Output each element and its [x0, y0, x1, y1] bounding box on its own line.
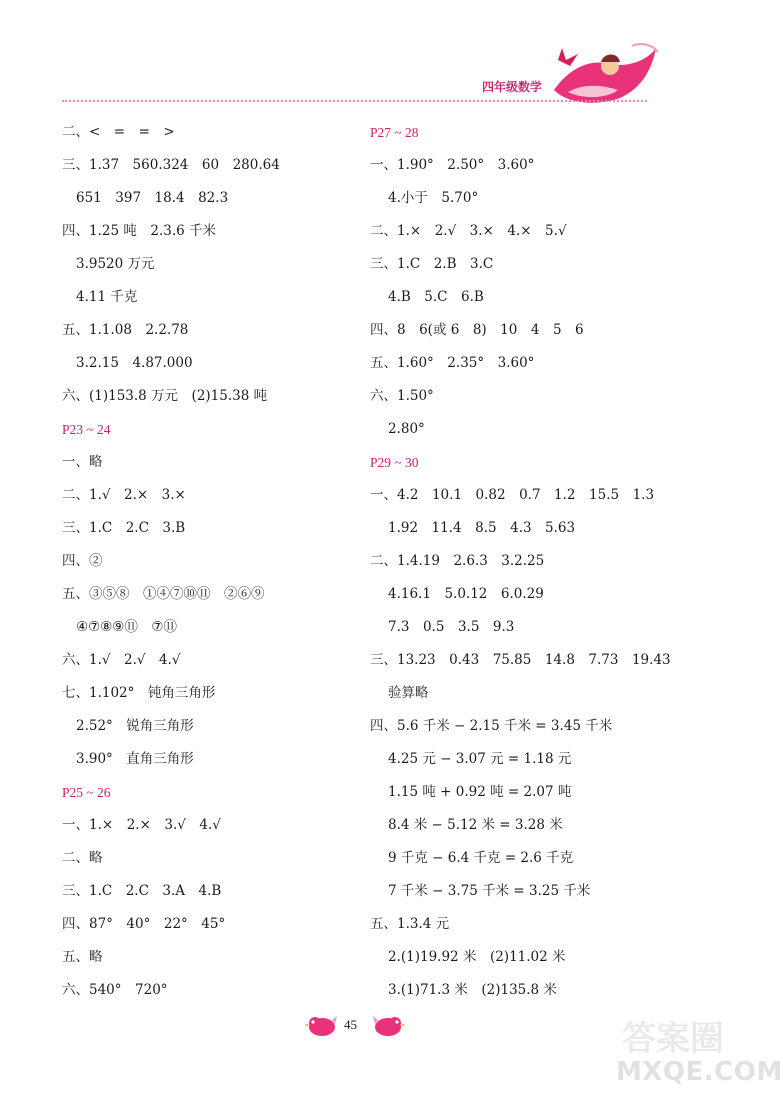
answer-line: 9 千克 − 6.4 千克 = 2.6 千克 — [388, 850, 574, 866]
answer-line: 四、8 6(或 6 8) 10 4 5 6 — [370, 322, 584, 338]
answer-line: 六、540° 720° — [62, 982, 168, 998]
answer-line: 651 397 18.4 82.3 — [76, 190, 229, 206]
answer-line: 7.3 0.5 3.5 9.3 — [388, 619, 515, 635]
answer-line: 2.80° — [388, 421, 425, 437]
answer-line: 二、1.× 2.√ 3.× 4.× 5.√ — [370, 223, 567, 239]
watermark-logo-text: 答案圈 — [622, 1019, 724, 1059]
answer-line: 二、1.√ 2.× 3.× — [62, 487, 186, 503]
answer-line: 五、1.60° 2.35° 3.60° — [370, 355, 535, 371]
answer-line: 1.92 11.4 8.5 4.3 5.63 — [388, 520, 576, 536]
answer-line: 3.90° 直角三角形 — [76, 751, 194, 767]
answer-line: 3.(1)71.3 米 (2)135.8 米 — [388, 982, 557, 998]
answer-line: 7 千米 − 3.75 千米 = 3.25 千米 — [388, 883, 591, 899]
answer-line: 三、1.C 2.C 3.B — [62, 520, 186, 536]
pink-bird-icon — [372, 1012, 406, 1038]
answer-line: 四、5.6 千米 − 2.15 千米 = 3.45 千米 — [370, 718, 613, 734]
answer-column-right — [370, 116, 730, 1007]
answer-line: 1.15 吨 + 0.92 吨 = 2.07 吨 — [388, 784, 572, 800]
answer-line: 四、1.25 吨 2.3.6 千米 — [62, 223, 216, 239]
answer-line: 一、1.× 2.× 3.√ 4.√ — [62, 817, 221, 833]
answer-line: 二、1.4.19 2.6.3 3.2.25 — [370, 553, 545, 569]
answer-line: 四、② — [62, 553, 103, 569]
answer-line: 五、1.1.08 2.2.78 — [62, 322, 189, 338]
answer-line: 四、87° 40° 22° 45° — [62, 916, 226, 932]
answer-line: 二、< = = > — [62, 124, 175, 140]
answer-line: 三、13.23 0.43 75.85 14.8 7.73 19.43 — [370, 652, 671, 668]
answer-line: 8.4 米 − 5.12 米 = 3.28 米 — [388, 817, 563, 833]
cartoon-surfer-logo — [548, 40, 660, 108]
answer-line: 三、1.C 2.B 3.C — [370, 256, 494, 272]
watermark — [616, 1005, 783, 1093]
header-title: 四年级数学 — [482, 80, 543, 94]
pink-bird-icon — [304, 1012, 338, 1038]
answer-line: 4.16.1 5.0.12 6.0.29 — [388, 586, 544, 602]
answer-line: 4.25 元 − 3.07 元 = 1.18 元 — [388, 751, 572, 767]
watermark-url: MXQE.COM — [616, 1057, 783, 1087]
page-range-heading: P23 ~ 24 — [62, 422, 111, 437]
header-divider — [62, 100, 647, 102]
answer-line: 五、③⑤⑧ ①④⑦⑩⑪ ②⑥⑨ — [62, 586, 265, 602]
answer-line: 五、略 — [62, 949, 103, 965]
page-range-heading: P27 ~ 28 — [370, 125, 419, 140]
answer-line: 4.小于 5.70° — [388, 190, 479, 206]
answer-line: 二、略 — [62, 850, 103, 866]
answer-line: 2.52° 锐角三角形 — [76, 718, 194, 734]
answer-line: 2.(1)19.92 米 (2)11.02 米 — [388, 949, 566, 965]
answer-line: 4.11 千克 — [76, 289, 138, 305]
answer-line: 六、1.50° — [370, 388, 434, 404]
page-range-heading: P29 ~ 30 — [370, 455, 419, 470]
answer-line: 一、略 — [62, 454, 103, 470]
answer-line: 七、1.102° 钝角三角形 — [62, 685, 216, 701]
answer-line: 六、(1)153.8 万元 (2)15.38 吨 — [62, 388, 268, 404]
answer-line: 3.2.15 4.87.000 — [76, 355, 193, 371]
answer-line: 六、1.√ 2.√ 4.√ — [62, 652, 181, 668]
answer-line: 4.B 5.C 6.B — [388, 289, 484, 305]
answer-line: 验算略 — [388, 685, 429, 701]
answer-line: 3.9520 万元 — [76, 256, 155, 272]
answer-line: 一、4.2 10.1 0.82 0.7 1.2 15.5 1.3 — [370, 487, 655, 503]
answer-line: 五、1.3.4 元 — [370, 916, 450, 932]
page-range-heading: P25 ~ 26 — [62, 785, 111, 800]
answer-line: 三、1.37 560.324 60 280.64 — [62, 157, 280, 173]
page-number: 45 — [344, 1017, 357, 1032]
answer-column-left — [62, 116, 362, 1007]
answer-line: 三、1.C 2.C 3.A 4.B — [62, 883, 222, 899]
answer-line: 一、1.90° 2.50° 3.60° — [370, 157, 535, 173]
answer-line: ④⑦⑧⑨⑪ ⑦⑪ — [76, 619, 178, 635]
